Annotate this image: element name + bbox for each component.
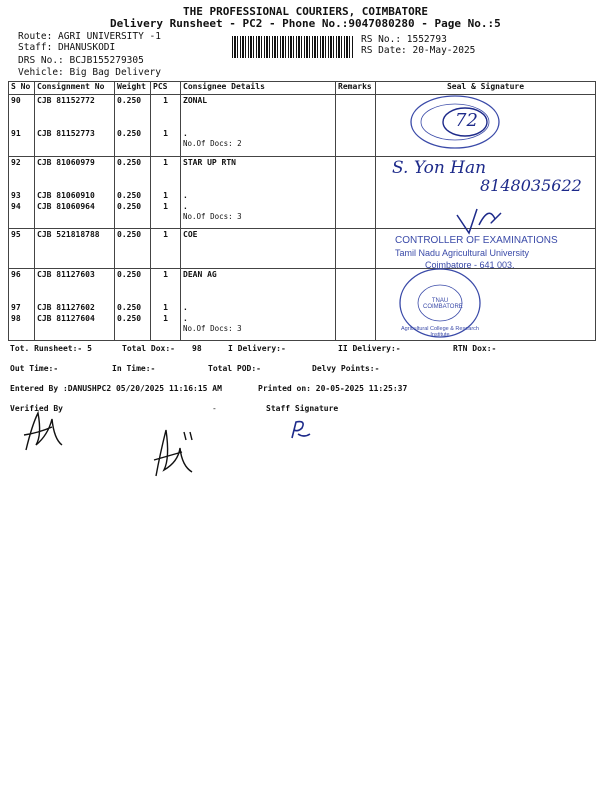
cn-93: CJB 81060910: [37, 191, 95, 200]
verified-by: Verified By: [10, 404, 63, 413]
dash-mark: -: [212, 404, 217, 413]
wt-90: 0.250: [117, 96, 142, 105]
pcs-90: 1: [163, 96, 168, 105]
college-stamp-text: Agricultural College & Research Institute: [401, 326, 479, 338]
consignee-97: .: [183, 303, 188, 312]
consignee-98: .: [183, 314, 188, 323]
remarks-cell: [336, 269, 376, 341]
consignee-92: STAR UP RTN: [183, 158, 236, 167]
consignee-94: .: [183, 202, 188, 211]
remarks-cell: [336, 157, 376, 229]
sno-93: 93: [11, 191, 21, 200]
pcs-91: 1: [163, 129, 168, 138]
table-row-group: [9, 269, 596, 341]
staff-signature-icon: [288, 416, 314, 446]
cn-92: CJB 81060979: [37, 158, 95, 167]
in-time: In Time:-: [112, 364, 156, 373]
wt-92: 0.250: [117, 158, 142, 167]
office-seal-stamp: [405, 92, 505, 152]
college-stamp-center: TNAU COIMBATORE: [423, 298, 463, 310]
wt-96: 0.250: [117, 270, 142, 279]
total-dox-label: Total Dox:-: [122, 344, 175, 353]
col-consignee: Consignee Details: [181, 82, 336, 95]
pcs-98: 1: [163, 314, 168, 323]
docs-count: No.Of Docs: 3: [183, 212, 242, 221]
pcs-96: 1: [163, 270, 168, 279]
runsheet-table: [8, 81, 596, 341]
cn-98: CJB 81127604: [37, 314, 95, 323]
sno-94: 94: [11, 202, 21, 211]
controller-stamp-line1: CONTROLLER OF EXAMINATIONS: [395, 235, 558, 246]
wt-93: 0.250: [117, 191, 142, 200]
pcs-97: 1: [163, 303, 168, 312]
docs-count: No.Of Docs: 3: [183, 324, 242, 333]
cn-96: CJB 81127603: [37, 270, 95, 279]
remarks-cell: [336, 95, 376, 157]
controller-stamp-line2: Tamil Nadu Agricultural University: [395, 248, 530, 258]
wt-94: 0.250: [117, 202, 142, 211]
seal-number: 72: [455, 110, 478, 131]
cn-94: CJB 81060964: [37, 202, 95, 211]
col-pcs: PCS: [151, 82, 181, 95]
route-label: Route: AGRI UNIVERSITY -1: [18, 31, 161, 42]
entered-by: Entered By :DANUSHPC2 05/20/2025 11:16:15 AM: [10, 384, 222, 393]
col-consignment: Consignment No: [35, 82, 115, 95]
consignee-91: .: [183, 129, 188, 138]
out-time: Out Time:-: [10, 364, 59, 373]
drs-label: DRS No.: BCJB155279305: [18, 55, 144, 66]
barcode: [232, 36, 354, 58]
i-delivery: I Delivery:-: [228, 344, 286, 353]
cn-97: CJB 81127602: [37, 303, 95, 312]
sno-91: 91: [11, 129, 21, 138]
table-header-row: [9, 82, 596, 95]
pcs-95: 1: [163, 230, 168, 239]
pcs-93: 1: [163, 191, 168, 200]
ii-delivery: II Delivery:-: [338, 344, 401, 353]
consignee-96: DEAN AG: [183, 270, 217, 279]
total-pod: Total POD:-: [208, 364, 261, 373]
col-seal: Seal & Signature: [376, 82, 596, 95]
col-remarks: Remarks: [336, 82, 376, 95]
total-dox-value: 98: [192, 344, 202, 353]
sno-97: 97: [11, 303, 21, 312]
receiver-phone: 8148035622: [480, 176, 582, 195]
remarks-cell: [336, 229, 376, 269]
sno-95: 95: [11, 230, 21, 239]
staff-signature-label: Staff Signature: [266, 404, 339, 413]
wt-97: 0.250: [117, 303, 142, 312]
col-weight: Weight: [115, 82, 151, 95]
wt-95: 0.250: [117, 230, 142, 239]
receiver-signature: S. Yon Han: [392, 158, 487, 178]
pcs-92: 1: [163, 158, 168, 167]
cn-91: CJB 81152773: [37, 129, 95, 138]
rs-no: RS No.: 1552793: [361, 34, 447, 45]
consignee-90: ZONAL: [183, 96, 208, 105]
second-signature-icon: [148, 424, 198, 484]
consignee-93: .: [183, 191, 188, 200]
company-title: THE PROFESSIONAL COURIERS, COIMBATORE: [183, 5, 429, 18]
sno-90: 90: [11, 96, 21, 105]
college-seal-stamp: [395, 266, 485, 340]
rs-date: RS Date: 20-May-2025: [361, 45, 476, 56]
sno-96: 96: [11, 270, 21, 279]
total-runsheet: Tot. Runsheet:- 5: [10, 344, 92, 353]
cn-95: CJB 521818788: [37, 230, 100, 239]
staff-label: Staff: DHANUSKODI: [18, 42, 116, 53]
controller-initials-icon: [455, 205, 505, 239]
consignee-95: COE: [183, 230, 198, 239]
table-row-group: [9, 95, 596, 157]
pcs-94: 1: [163, 202, 168, 211]
docs-count: No.Of Docs: 2: [183, 139, 242, 148]
delivery-points: Delvy Points:-: [312, 364, 380, 373]
verifier-signature-icon: [18, 405, 68, 459]
controller-stamp-line3: Coimbatore - 641 003.: [425, 260, 515, 270]
sno-92: 92: [11, 158, 21, 167]
col-sno: S No: [9, 82, 35, 95]
wt-98: 0.250: [117, 314, 142, 323]
sno-98: 98: [11, 314, 21, 323]
vehicle-label: Vehicle: Big Bag Delivery: [18, 67, 161, 78]
cn-90: CJB 81152772: [37, 96, 95, 105]
printed-on: Printed on: 20-05-2025 11:25:37: [258, 384, 408, 393]
runsheet-subtitle: Delivery Runsheet - PC2 - Phone No.:9047080280 - Page No.:5: [110, 17, 501, 30]
rtn-dox: RTN Dox:-: [453, 344, 497, 353]
wt-91: 0.250: [117, 129, 142, 138]
